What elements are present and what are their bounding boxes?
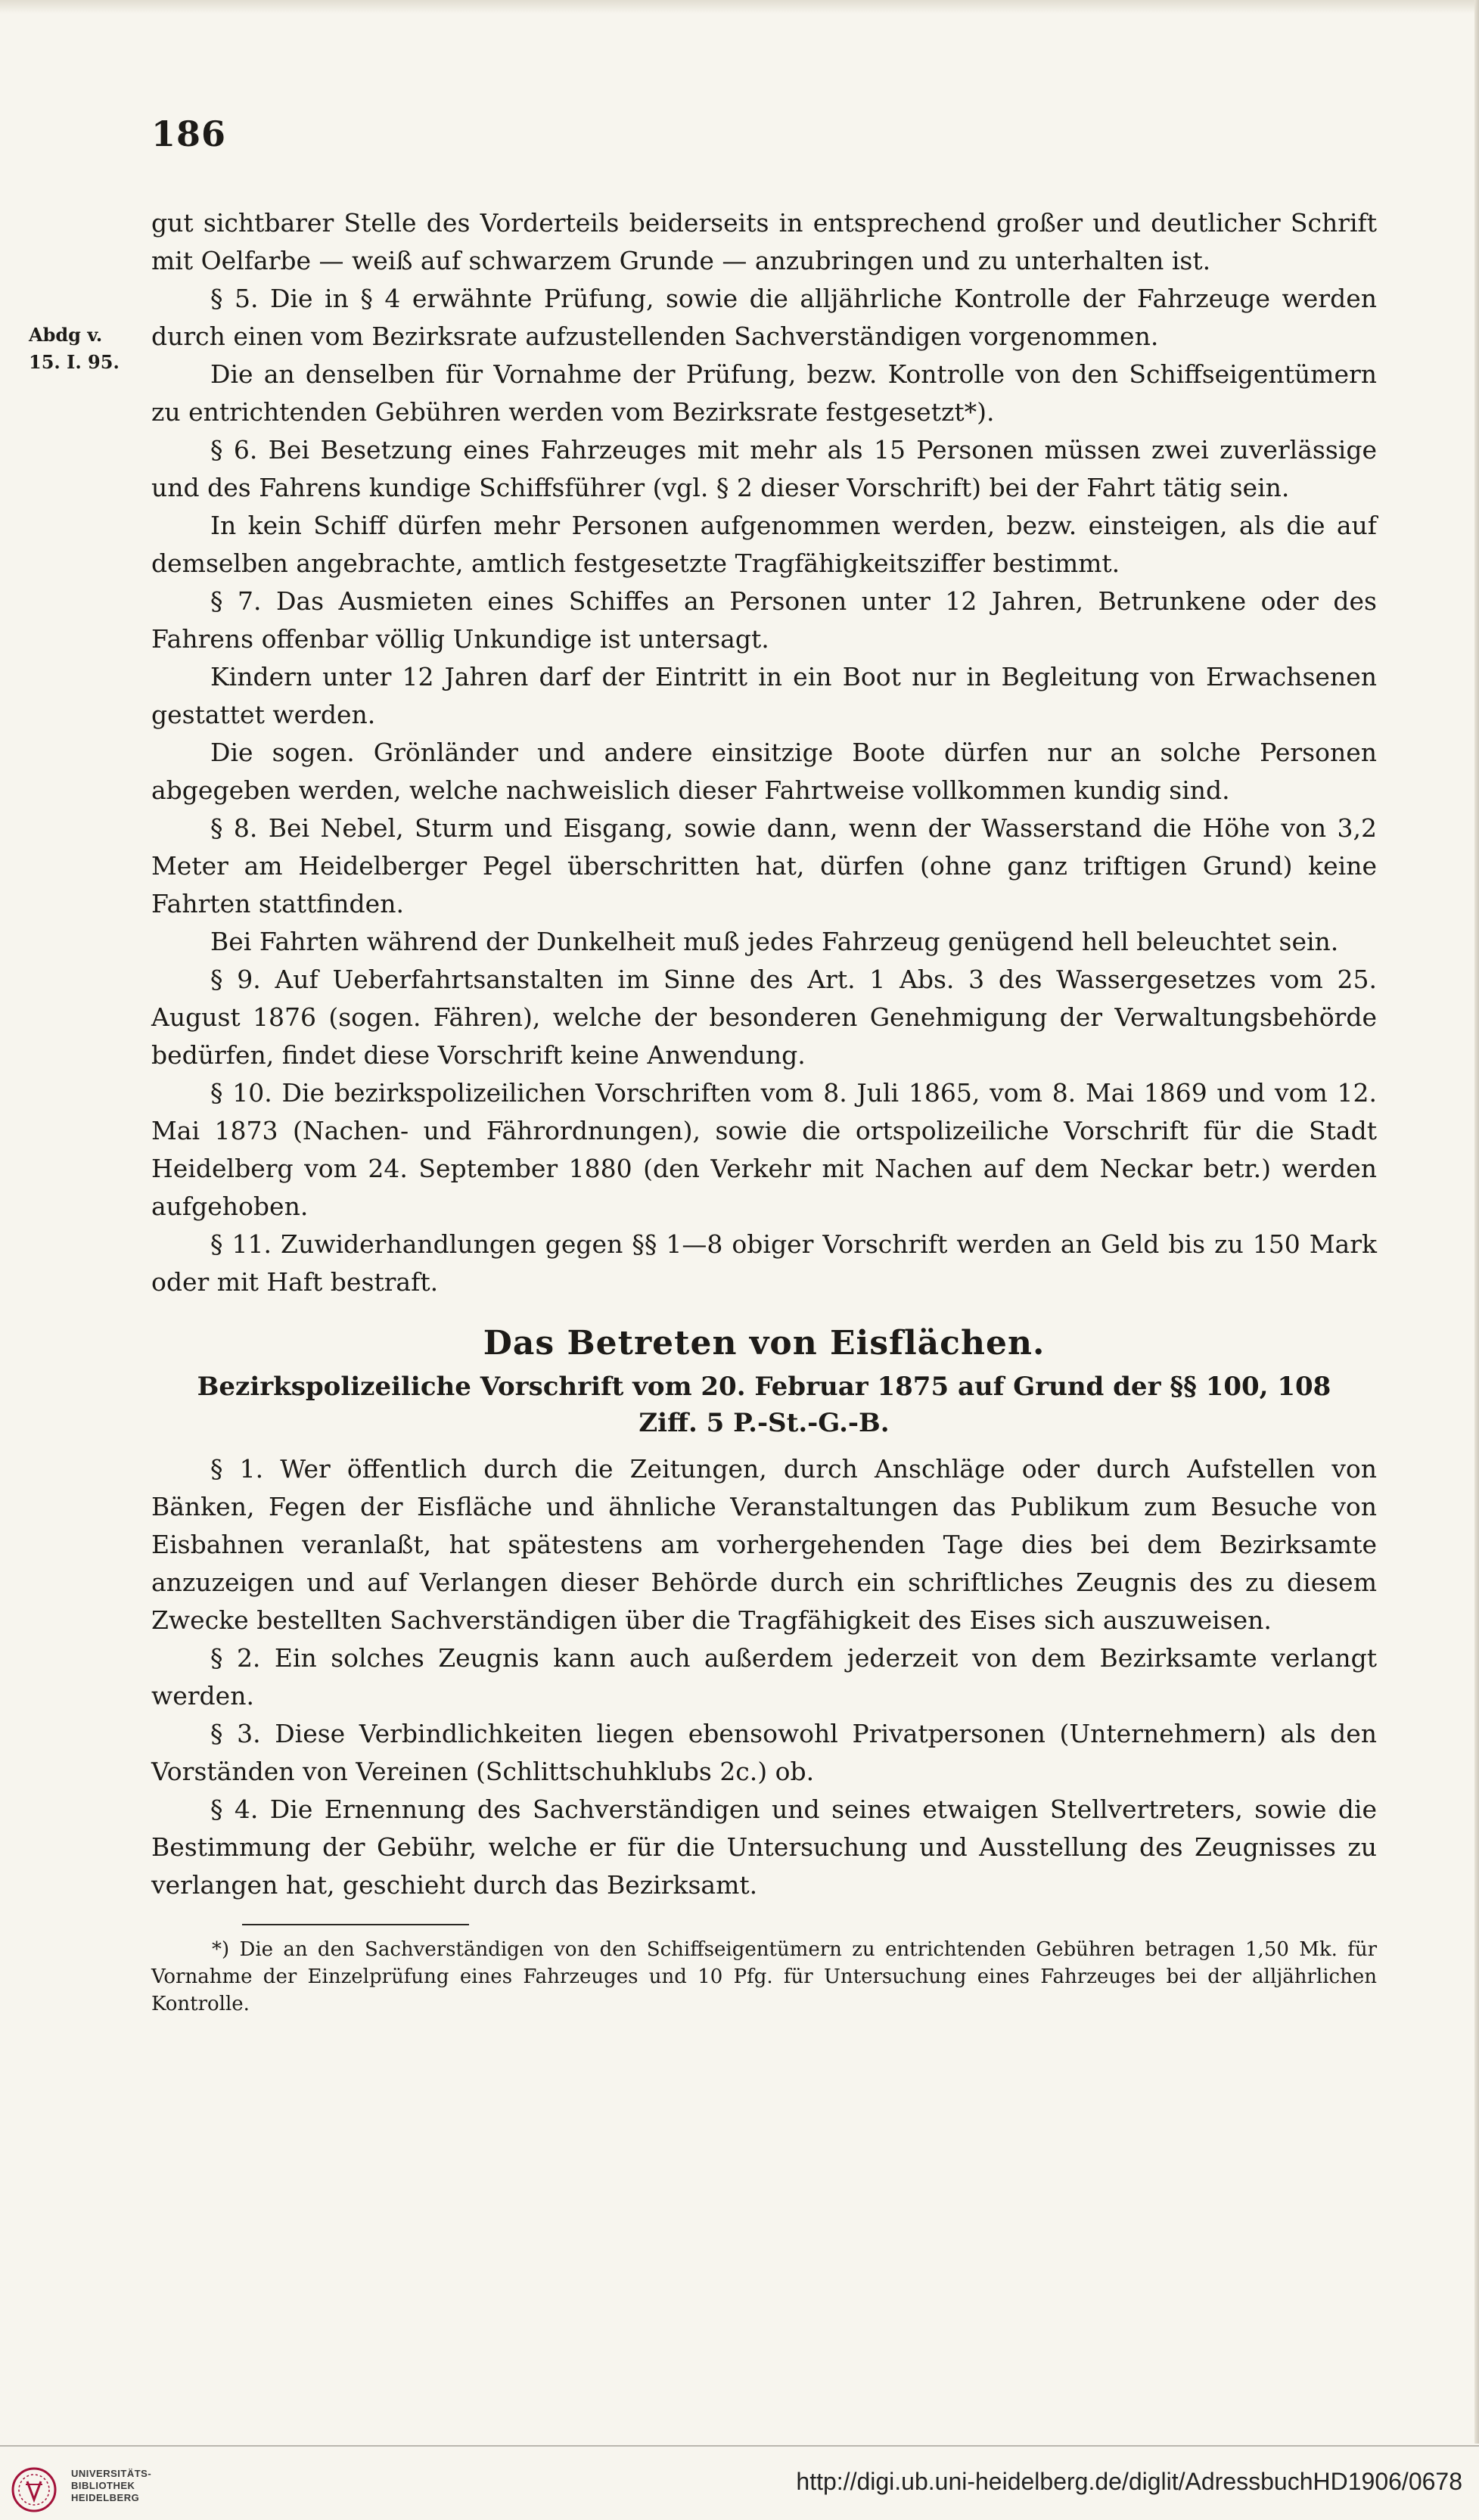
library-name-line-1: UNIVERSITÄTS- [71,2468,152,2479]
margin-note-line-2: 15. I. 95. [29,351,120,373]
paragraph: gut sichtbarer Stelle des Vorderteils beiderseits in entsprechend großer und deutlicher Schrift mit Oelfarbe — weiß auf schwarzem Grunde — anzubringen und zu unterhalten ist. [151,208,1377,275]
section-paragraph: § 4. Die Ernennung des Sachverständigen und seines etwaigen Stellvertreters, sowie die Bestimmung der Gebühr, welche er für die Untersuchung und Ausstellung des Zeugnisses zu verlangen hat, geschieht durch das Bezirksamt. [151,1794,1377,1900]
paragraph: Kindern unter 12 Jahren darf der Eintritt in ein Boot nur in Begleitung von Erwachsenen gestattet werden. [151,662,1377,729]
paragraph: Bei Fahrten während der Dunkelheit muß jedes Fahrzeug genügend hell beleuchtet sein. [210,927,1339,956]
section-paragraph: § 2. Ein solches Zeugnis kann auch außerdem jederzeit von dem Bezirksamte verlangt werden. [151,1643,1377,1711]
paragraph: § 8. Bei Nebel, Sturm und Eisgang, sowie dann, wenn der Wasserstand die Höhe von 3,2 Meter am Heidelberger Pegel überschritten hat, dürfen (ohne ganz triftigen Grund) keine Fahrten stattfinden. [151,813,1377,918]
scan-top-edge [0,0,1479,14]
footnote: *) Die an den Sachverständigen von den Schiffseigentümern zu entrichtenden Gebühren betragen 1,50 Mk. für Vornahme der Einzelprüfung eines Fahrzeuges und 10 Pfg. für Untersuchung eines Fahrzeuges bei der alljährlichen Kontrolle. [151,1938,1377,2015]
source-url[interactable]: http://digi.ub.uni-heidelberg.de/diglit/AdressbuchHD1906/0678 [796,2468,1462,2495]
library-logo[interactable] [11,2462,200,2515]
library-name-line-3: HEIDELBERG [71,2492,140,2503]
paragraph: § 11. Zuwiderhandlungen gegen §§ 1—8 obiger Vorschrift werden an Geld bis zu 150 Mark oder mit Haft bestraft. [151,1229,1377,1297]
paragraph: Die an denselben für Vornahme der Prüfung, bezw. Kontrolle von den Schiffseigentümern zu entrichtenden Gebühren werden vom Bezirksrate festgesetzt*). [151,359,1377,427]
section-paragraph: § 3. Diese Verbindlichkeiten liegen ebensowohl Privatpersonen (Unternehmern) als den Vorständen von Vereinen (Schlittschuhklubs 2c.) ob. [151,1719,1377,1786]
paragraph: § 5. Die in § 4 erwähnte Prüfung, sowie die alljährliche Kontrolle der Fahrzeuge werden durch einen vom Bezirksrate aufzustellenden Sachverständigen vorgenommen. [151,284,1377,351]
library-name-line-2: BIBLIOTHEK [71,2480,135,2491]
margin-note-line-1: Abdg v. [29,324,103,346]
paragraph: § 7. Das Ausmieten eines Schiffes an Personen unter 12 Jahren, Betrunkene oder des Fahrens offenbar völlig Unkundige ist untersagt. [151,586,1377,654]
paragraph: § 6. Bei Besetzung eines Fahrzeuges mit mehr als 15 Personen müssen zwei zuverlässige und des Fahrens kundige Schiffsführer (vgl. § 2 dieser Vorschrift) bei der Fahrt tätig sein. [151,435,1377,502]
main-text [151,204,1377,2018]
footer-divider [0,2445,1479,2447]
library-name [71,2468,151,2504]
section-paragraph: § 1. Wer öffentlich durch die Zeitungen, durch Anschläge oder durch Aufstellen von Bänken, Fegen der Eisfläche und ähnliche Veranstaltungen das Publikum zum Besuche von Eisbahnen veranlaßt, hat spätestens am vorhergehenden Tage dies bei dem Bezirksamte anzuzeigen und auf Verlangen dieser Behörde durch ein schriftliches Zeugnis des zu diesem Zwecke bestellten Sachverständigen über die Tragfähigkeit des Eises sich auszuweisen. [151,1454,1377,1635]
scan-right-edge [1474,0,1479,2444]
paragraph: In kein Schiff dürfen mehr Personen aufgenommen werden, bezw. einsteigen, als die auf demselben angebrachte, amtlich festgesetzte Tragfähigkeitsziffer bestimmt. [151,511,1377,578]
margin-note [29,322,142,376]
paragraph: § 9. Auf Ueberfahrtsanstalten im Sinne des Art. 1 Abs. 3 des Wassergesetzes vom 25. August 1876 (sogen. Fähren), welche der besonderen Genehmigung der Verwaltungsbehörde bedürfen, findet diese Vorschrift keine Anwendung. [151,965,1377,1070]
paragraph: Die sogen. Grönländer und andere einsitzige Boote dürfen nur an solche Personen abgegeben werden, welche nachweislich dieser Fahrtweise vollkommen kundig sind. [151,738,1377,805]
section-title: Das Betreten von Eisflächen. [483,1324,1046,1363]
section-subtitle: Bezirkspolizeiliche Vorschrift vom 20. Februar 1875 auf Grund der §§ 100, 108 Ziff. 5 P.-St.-G.-B. [197,1372,1331,1438]
paragraph: § 10. Die bezirkspolizeilichen Vorschriften vom 8. Juli 1865, vom 8. Mai 1869 und vom 12. Mai 1873 (Nachen- und Fährordnungen), sowie die ortspolizeiliche Vorschrift für die Stadt Heidelberg vom 24. September 1880 (den Verkehr mit Nachen auf dem Neckar betr.) werden aufgehoben. [151,1078,1377,1221]
library-seal-icon [11,2466,57,2513]
footnote-divider [242,1924,469,1925]
page-number: 186 [151,113,227,154]
